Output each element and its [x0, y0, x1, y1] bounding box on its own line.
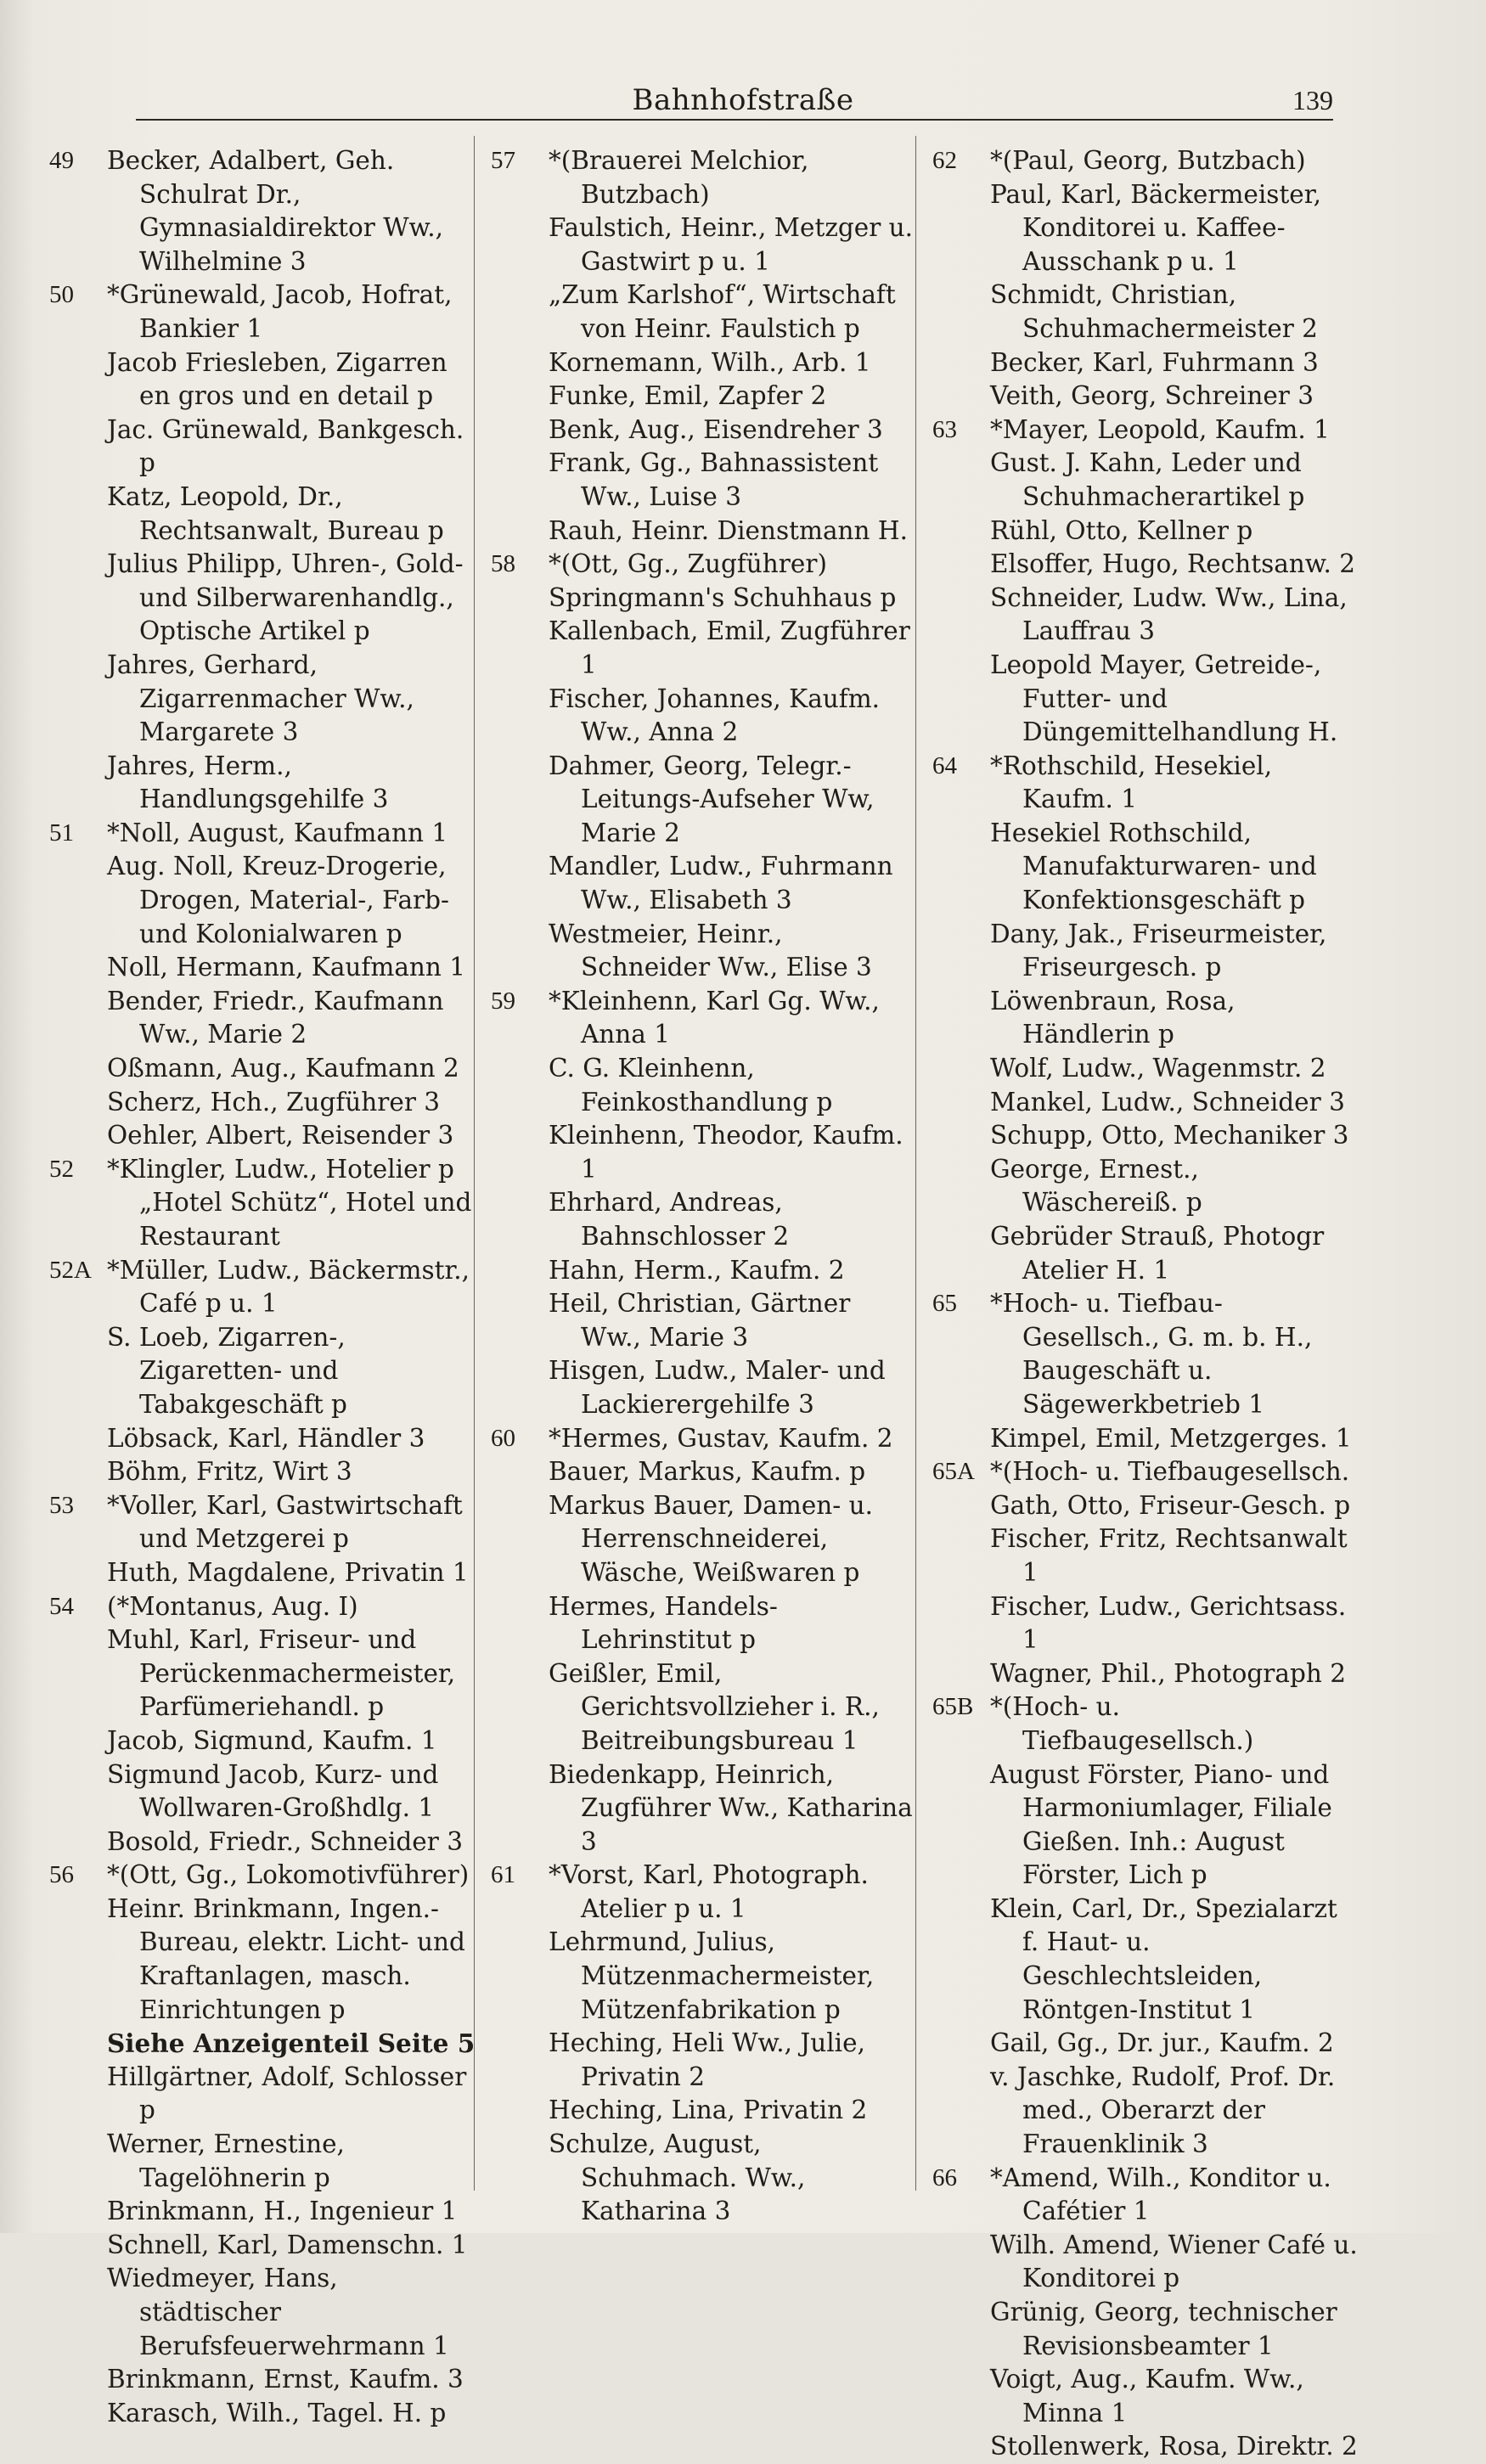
- entry-text: *(Ott, Gg., Lokomotivführer): [107, 1860, 470, 1890]
- entry-text: Biedenkapp, Heinrich, Zugführer Ww., Katharina 3: [549, 1759, 913, 1856]
- column-divider: [915, 136, 916, 2191]
- entry-text: August Förster, Piano- und Harmoniumlager, Filiale Gießen. Inh.: August Förster, Lich p: [990, 1759, 1332, 1890]
- entry-text: Hahn, Herm., Kaufm. 2: [549, 1255, 845, 1285]
- entry-text: Löwenbraun, Rosa, Händlerin p: [990, 986, 1236, 1049]
- house-entry: [34, 1859, 476, 1893]
- entry-text: Sigmund Jacob, Kurz- und Wollwaren-Großhdlg. 1: [107, 1759, 439, 1823]
- house-number: 60: [491, 1424, 515, 1452]
- resident-entry: [34, 850, 476, 951]
- resident-entry: [476, 615, 917, 682]
- resident-entry: [476, 2094, 917, 2128]
- house-entry: [34, 144, 476, 278]
- house-entry: [476, 548, 917, 582]
- house-number: 63: [932, 415, 957, 443]
- entry-text: Lehrmund, Julius, Mützenmachermeister, Mützenfabrikation p: [549, 1927, 875, 2024]
- entry-text: Elsoffer, Hugo, Rechtsanw. 2: [990, 549, 1356, 579]
- page-number: 139: [1292, 85, 1333, 115]
- resident-entry: [34, 1556, 476, 1590]
- house-entry: [476, 1859, 917, 1926]
- column-1: [34, 144, 476, 2427]
- resident-entry: [917, 447, 1359, 514]
- resident-entry: [34, 1623, 476, 1724]
- entry-text: Bauer, Markus, Kaufm. p: [549, 1457, 866, 1487]
- resident-entry: [917, 1220, 1359, 1287]
- resident-entry: [476, 346, 917, 380]
- resident-entry: [476, 2128, 917, 2229]
- entry-text: Frank, Gg., Bahnassistent Ww., Luise 3: [549, 448, 879, 511]
- entry-text: Markus Bauer, Damen- u. Herrenschneiderei, Wäsche, Weißwaren p: [549, 1490, 874, 1587]
- resident-entry: [476, 918, 917, 985]
- resident-entry: [476, 1489, 917, 1590]
- resident-entry: [917, 178, 1359, 279]
- house-number: 64: [932, 751, 957, 779]
- house-number: 52A: [49, 1256, 92, 1284]
- entry-text: *(Hoch- u. Tiefbaugesellsch.: [990, 1457, 1350, 1487]
- resident-entry: [476, 1590, 917, 1657]
- resident-entry: [917, 515, 1359, 548]
- house-number: 53: [49, 1491, 74, 1519]
- resident-entry: [476, 1254, 917, 1288]
- resident-entry: [476, 447, 917, 514]
- entry-text: Jahres, Gerhard, Zigarrenmacher Ww., Margarete 3: [107, 650, 414, 747]
- entry-text: *Voller, Karl, Gastwirtschaft und Metzgerei p: [107, 1490, 463, 1554]
- entry-text: *(Hoch- u. Tiefbaugesellsch.): [990, 1692, 1254, 1755]
- entry-text: Fischer, Ludw., Gerichtsass. 1: [990, 1591, 1347, 1655]
- entry-text: *Klingler, Ludw., Hotelier p „Hotel Schütz“, Hotel und Restaurant: [107, 1154, 472, 1251]
- house-number: 57: [491, 147, 515, 174]
- house-entry: [917, 1690, 1359, 1758]
- resident-entry: [917, 918, 1359, 985]
- house-entry: [34, 1489, 476, 1556]
- resident-entry: [476, 1455, 917, 1489]
- entry-text: Heinr. Brinkmann, Ingen.-Bureau, elektr. Licht- und Kraftanlagen, masch. Einrichtungen p: [107, 1893, 465, 2024]
- entry-text: Grünig, Georg, technischer Revisionsbeamter 1: [990, 2298, 1337, 2360]
- entry-text: Huth, Magdalene, Privatin 1: [107, 1557, 469, 1587]
- entry-text: Bosold, Friedr., Schneider 3: [107, 1826, 463, 1856]
- entry-text: Fischer, Fritz, Rechtsanwalt 1: [990, 1524, 1348, 1587]
- resident-entry: [34, 2128, 476, 2195]
- entry-text: *Müller, Ludw., Bäckermstr., Café p u. 1: [107, 1255, 470, 1319]
- resident-entry: [917, 2027, 1359, 2061]
- entry-text: Rauh, Heinr. Dienstmann H.: [549, 515, 909, 545]
- resident-entry: [917, 2430, 1359, 2464]
- entry-text: Böhm, Fritz, Wirt 3: [107, 1457, 352, 1487]
- resident-entry: [917, 1086, 1359, 1120]
- resident-entry: [34, 346, 476, 413]
- resident-entry: [476, 278, 917, 346]
- resident-entry: [34, 1893, 476, 2027]
- entry-text: Muhl, Karl, Friseur- und Perückenmachermeister, Parfümeriehandl. p: [107, 1625, 456, 1722]
- house-number: 50: [49, 281, 74, 309]
- entry-text: Ehrhard, Andreas, Bahnschlosser 2: [549, 1188, 790, 1251]
- entry-text: Voigt, Aug., Kaufm. Ww., Minna 1: [990, 2365, 1304, 2427]
- resident-entry: [34, 2027, 476, 2061]
- entry-text: Gebrüder Strauß, Photogr Atelier H. 1: [990, 1222, 1325, 1285]
- resident-entry: [476, 2027, 917, 2094]
- entry-text: (*Montanus, Aug. I): [107, 1591, 358, 1621]
- entry-text: Benk, Aug., Eisendreher 3: [549, 414, 883, 444]
- house-entry: [34, 278, 476, 346]
- resident-entry: [476, 211, 917, 278]
- entry-text: Hermes, Handels-Lehrinstitut p: [549, 1591, 778, 1655]
- entry-text: Kleinhenn, Theodor, Kaufm. 1: [549, 1121, 903, 1184]
- house-number: 65B: [932, 1693, 974, 1721]
- resident-entry: [34, 649, 476, 750]
- resident-entry: [917, 582, 1359, 649]
- house-entry: [476, 985, 917, 1052]
- entry-text: Hesekiel Rothschild, Manufakturwaren- und Konfektionsgeschäft p: [990, 818, 1317, 915]
- resident-entry: [476, 380, 917, 413]
- resident-entry: [476, 1052, 917, 1119]
- resident-entry: [917, 2363, 1359, 2430]
- resident-entry: [34, 1825, 476, 1859]
- entry-text: S. Loeb, Zigarren-, Zigaretten- und Tabakgeschäft p: [107, 1322, 347, 1419]
- entry-text: Mankel, Ludw., Schneider 3: [990, 1087, 1345, 1117]
- house-entry: [34, 1590, 476, 1624]
- house-number: 59: [491, 987, 515, 1015]
- entry-text: Scherz, Hch., Zugführer 3: [107, 1087, 441, 1117]
- entry-text: v. Jaschke, Rudolf, Prof. Dr. med., Oberarzt der Frauenklinik 3: [990, 2062, 1336, 2159]
- entry-text: Jacob Friesleben, Zigarren en gros und en detail p: [107, 347, 447, 411]
- resident-entry: [34, 1724, 476, 1758]
- resident-entry: [917, 2061, 1359, 2162]
- entry-text: Gath, Otto, Friseur-Gesch. p: [990, 1490, 1351, 1520]
- entry-text: George, Ernest., Wäschereiß. p: [990, 1154, 1202, 1218]
- entry-text: Jacob, Sigmund, Kaufm. 1: [107, 1725, 437, 1755]
- house-entry: [917, 1455, 1359, 1489]
- resident-entry: [34, 2195, 476, 2229]
- entry-text: Faulstich, Heinr., Metzger u. Gastwirt p u. 1: [549, 213, 914, 276]
- resident-entry: [917, 278, 1359, 346]
- resident-entry: [917, 1590, 1359, 1657]
- entry-text: Mandler, Ludw., Fuhrmann Ww., Elisabeth 3: [549, 852, 893, 915]
- resident-entry: [917, 1052, 1359, 1086]
- entry-text: Heching, Heli Ww., Julie, Privatin 2: [549, 2028, 865, 2091]
- resident-entry: [476, 683, 917, 750]
- resident-entry: [34, 951, 476, 985]
- resident-entry: [917, 1119, 1359, 1153]
- resident-entry: [917, 1489, 1359, 1523]
- resident-entry: [917, 1758, 1359, 1893]
- entry-text: *Hoch- u. Tiefbau-Gesellsch., G. m. b. H., Baugeschäft u. Sägewerkbetrieb 1: [990, 1289, 1313, 1419]
- entry-text: Klein, Carl, Dr., Spezialarzt f. Haut- u. Geschlechtsleiden, Röntgen-Institut 1: [990, 1893, 1337, 2024]
- resident-entry: [476, 850, 917, 917]
- entry-text: *Grünewald, Jacob, Hofrat, Bankier 1: [107, 280, 453, 343]
- entry-text: Kimpel, Emil, Metzgerges. 1: [990, 1423, 1352, 1453]
- entry-text: *Vorst, Karl, Photograph. Atelier p u. 1: [549, 1860, 869, 1923]
- entry-text: Wagner, Phil., Photograph 2: [990, 1658, 1346, 1688]
- entry-text: Paul, Karl, Bäckermeister, Konditorei u. Kaffee-Ausschank p u. 1: [990, 179, 1321, 276]
- house-number: 56: [49, 1861, 74, 1889]
- entry-text: Kallenbach, Emil, Zugführer 1: [549, 616, 910, 679]
- entry-text: Werner, Ernestine, Tagelöhnerin p: [107, 2129, 345, 2192]
- resident-entry: [34, 2262, 476, 2363]
- entry-text: Schnell, Karl, Damenschn. 1: [107, 2230, 468, 2259]
- resident-entry: [917, 380, 1359, 413]
- entry-text: *Amend, Wilh., Konditor u. Cafétier 1: [990, 2163, 1331, 2226]
- entry-text: *(Ott, Gg., Zugführer): [549, 549, 827, 579]
- resident-entry: [476, 515, 917, 548]
- column-2: [476, 144, 917, 2226]
- resident-entry: [34, 1455, 476, 1489]
- resident-entry: [917, 1657, 1359, 1691]
- entry-text: Jac. Grünewald, Bankgesch. p: [107, 414, 464, 478]
- entry-text: Oßmann, Aug., Kaufmann 2: [107, 1054, 459, 1083]
- entry-text: Dany, Jak., Friseurmeister, Friseurgesch. p: [990, 919, 1327, 982]
- entry-text: Rühl, Otto, Kellner p: [990, 515, 1253, 545]
- entry-text: Veith, Georg, Schreiner 3: [990, 381, 1314, 411]
- entry-text: Hillgärtner, Adolf, Schlosser p: [107, 2062, 467, 2125]
- resident-entry: [34, 1119, 476, 1153]
- entry-text: *(Paul, Georg, Butzbach): [990, 146, 1306, 175]
- entry-text: Geißler, Emil, Gerichtsvollzieher i. R., Beitreibungsbureau 1: [549, 1658, 880, 1755]
- entry-text: Becker, Karl, Fuhrmann 3: [990, 347, 1319, 377]
- house-number: 54: [49, 1592, 74, 1620]
- entry-text: Schneider, Ludw. Ww., Lina, Lauffrau 3: [990, 582, 1348, 646]
- house-entry: [476, 144, 917, 211]
- resident-entry: [476, 582, 917, 616]
- resident-entry: [34, 2363, 476, 2397]
- entry-text: *Kleinhenn, Karl Gg. Ww., Anna 1: [549, 986, 880, 1049]
- entry-text: Funke, Emil, Zapfer 2: [549, 381, 827, 411]
- entry-text: Schmidt, Christian, Schuhmachermeister 2: [990, 280, 1318, 343]
- house-number: 51: [49, 819, 74, 847]
- resident-entry: [34, 1086, 476, 1120]
- resident-entry: [34, 1052, 476, 1086]
- resident-entry: [476, 413, 917, 447]
- entry-text: Heching, Lina, Privatin 2: [549, 2096, 868, 2125]
- house-entry: [34, 1254, 476, 1321]
- running-head: [0, 75, 1486, 126]
- resident-entry: [476, 1186, 917, 1253]
- entry-text: *Noll, August, Kaufmann 1: [107, 818, 448, 847]
- entry-text: Siehe Anzeigenteil Seite 5: [107, 2028, 476, 2059]
- header-rule: [136, 119, 1333, 121]
- house-entry: [917, 144, 1359, 178]
- house-number: 61: [491, 1861, 515, 1889]
- entry-text: Katz, Leopold, Dr., Rechtsanwalt, Bureau p: [107, 481, 444, 545]
- resident-entry: [476, 1657, 917, 1758]
- resident-entry: [34, 1758, 476, 1825]
- resident-entry: [917, 649, 1359, 750]
- entry-text: Schulze, August, Schuhmach. Ww., Katharina 3: [549, 2129, 806, 2226]
- resident-entry: [917, 817, 1359, 918]
- entry-text: Stollenwerk, Rosa, Direktr. 2: [990, 2432, 1358, 2461]
- resident-entry: [917, 2296, 1359, 2363]
- entry-text: *(Brauerei Melchior, Butzbach): [549, 146, 809, 209]
- resident-entry: [34, 985, 476, 1052]
- entry-text: Julius Philipp, Uhren-, Gold- und Silberwarenhandlg., Optische Artikel p: [107, 549, 464, 646]
- entry-text: Brinkmann, H., Ingenieur 1: [107, 2197, 458, 2226]
- house-entry: [917, 750, 1359, 817]
- resident-entry: [34, 481, 476, 548]
- entry-text: Fischer, Johannes, Kaufm. Ww., Anna 2: [549, 684, 881, 747]
- resident-entry: [34, 1321, 476, 1422]
- entry-text: Oehler, Albert, Reisender 3: [107, 1121, 454, 1150]
- resident-entry: [34, 2397, 476, 2431]
- entry-text: Aug. Noll, Kreuz-Drogerie, Drogen, Material-, Farb- und Kolonialwaren p: [107, 852, 450, 948]
- entry-text: *Hermes, Gustav, Kaufm. 2: [549, 1423, 893, 1453]
- house-entry: [917, 1287, 1359, 1421]
- entry-text: Bender, Friedr., Kaufmann Ww., Marie 2: [107, 986, 444, 1049]
- entry-text: Wiedmeyer, Hans, städtischer Berufsfeuerwehrmann 1: [107, 2264, 449, 2360]
- entry-text: Springmann's Schuhhaus p: [549, 582, 897, 612]
- entry-text: Hisgen, Ludw., Maler- und Lackierergehilfe 3: [549, 1356, 886, 1419]
- entry-text: Kornemann, Wilh., Arb. 1: [549, 347, 871, 377]
- house-number: 52: [49, 1155, 74, 1183]
- column-divider: [474, 136, 475, 2191]
- house-entry: [917, 2162, 1359, 2229]
- house-number: 65: [932, 1290, 957, 1318]
- resident-entry: [917, 2229, 1359, 2296]
- entry-text: Jahres, Herm., Handlungsgehilfe 3: [107, 751, 389, 814]
- house-entry: [917, 413, 1359, 447]
- resident-entry: [917, 1893, 1359, 2027]
- entry-text: Brinkmann, Ernst, Kaufm. 3: [107, 2365, 464, 2394]
- house-number: 62: [932, 147, 957, 174]
- house-number: 66: [932, 2163, 957, 2191]
- resident-entry: [34, 2061, 476, 2128]
- entry-text: Schupp, Otto, Mechaniker 3: [990, 1121, 1349, 1150]
- resident-entry: [476, 1758, 917, 1859]
- entry-text: Noll, Hermann, Kaufmann 1: [107, 953, 466, 982]
- resident-entry: [917, 346, 1359, 380]
- entry-text: Leopold Mayer, Getreide-, Futter- und Düngemittelhandlung H.: [990, 650, 1338, 747]
- resident-entry: [917, 985, 1359, 1052]
- resident-entry: [34, 413, 476, 481]
- entry-text: Wilh. Amend, Wiener Café u. Konditorei p: [990, 2230, 1358, 2293]
- entry-text: Dahmer, Georg, Telegr.-Leitungs-Aufseher Ww, Marie 2: [549, 751, 875, 847]
- entry-text: Becker, Adalbert, Geh. Schulrat Dr., Gymnasialdirektor Ww., Wilhelmine 3: [107, 146, 444, 276]
- page-title: Bahnhofstraße: [632, 83, 854, 117]
- house-entry: [34, 817, 476, 851]
- entry-text: C. G. Kleinhenn, Feinkosthandlung p: [549, 1054, 833, 1117]
- entry-text: Karasch, Wilh., Tagel. H. p: [107, 2398, 447, 2427]
- entry-text: Löbsack, Karl, Händler 3: [107, 1423, 425, 1453]
- resident-entry: [476, 1287, 917, 1354]
- entry-text: Wolf, Ludw., Wagenmstr. 2: [990, 1054, 1326, 1083]
- resident-entry: [917, 1422, 1359, 1456]
- entry-text: „Zum Karlshof“, Wirtschaft von Heinr. Faulstich p: [549, 280, 896, 343]
- house-number: 65A: [932, 1458, 975, 1486]
- entry-text: Heil, Christian, Gärtner Ww., Marie 3: [549, 1289, 851, 1352]
- column-3: [917, 144, 1359, 2461]
- resident-entry: [476, 1119, 917, 1186]
- house-entry: [476, 1422, 917, 1456]
- entry-text: Gust. J. Kahn, Leder und Schuhmacherartikel p: [990, 448, 1305, 511]
- entry-text: Westmeier, Heinr., Schneider Ww., Elise 3: [549, 919, 872, 982]
- entry-text: *Rothschild, Hesekiel, Kaufm. 1: [990, 751, 1273, 814]
- resident-entry: [917, 1522, 1359, 1589]
- resident-entry: [476, 750, 917, 851]
- resident-entry: [476, 1926, 917, 2027]
- resident-entry: [34, 750, 476, 817]
- resident-entry: [917, 1153, 1359, 1220]
- resident-entry: [34, 548, 476, 649]
- house-number: 49: [49, 147, 74, 174]
- house-number: 58: [491, 550, 515, 578]
- entry-text: *Mayer, Leopold, Kaufm. 1: [990, 414, 1330, 444]
- house-entry: [34, 1153, 476, 1254]
- resident-entry: [917, 548, 1359, 582]
- resident-entry: [34, 2229, 476, 2263]
- resident-entry: [476, 1354, 917, 1421]
- resident-entry: [34, 1422, 476, 1456]
- entry-text: Gail, Gg., Dr. jur., Kaufm. 2: [990, 2028, 1334, 2058]
